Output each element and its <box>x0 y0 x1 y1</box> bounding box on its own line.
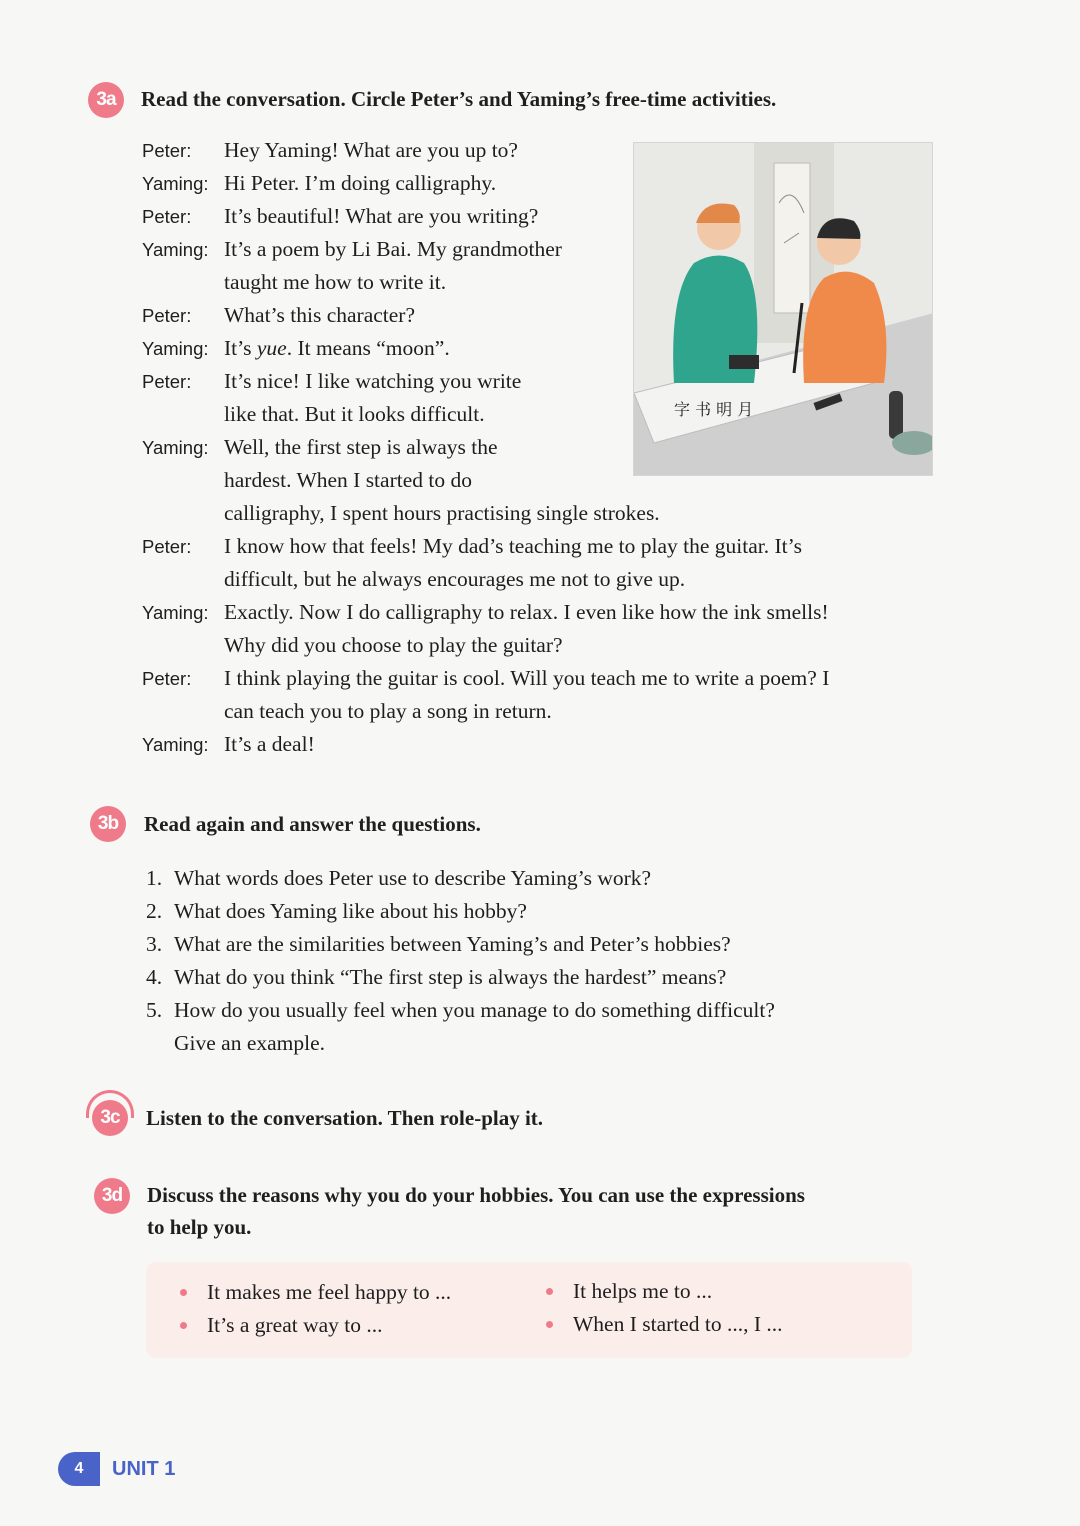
speaker-name: Yaming: <box>142 734 209 755</box>
question-number: 5. <box>146 998 163 1022</box>
speaker-name: Peter: <box>142 206 192 227</box>
question-item <box>146 895 946 928</box>
speaker-name <box>142 464 224 497</box>
question-number: 1. <box>146 866 163 890</box>
dialogue-line <box>142 530 942 563</box>
question-number: 4. <box>146 965 163 989</box>
section-3d-instruction-line2: to help you. <box>147 1215 252 1239</box>
expression-text: It makes me feel happy to ... <box>207 1280 452 1304</box>
headphones-icon <box>86 1090 134 1118</box>
question-item <box>146 961 946 994</box>
speaker-name: Peter: <box>142 305 192 326</box>
question-item <box>146 862 946 895</box>
speech-text: It’s a poem by Li Bai. My grandmother <box>224 237 562 261</box>
question-number: 2. <box>146 899 163 923</box>
speech-text: It’s yue. It means “moon”. <box>224 336 450 360</box>
speech-text: taught me how to write it. <box>224 270 447 294</box>
speech-text: It’s nice! I like watching you write <box>224 369 522 393</box>
section-3d-instruction <box>147 1179 805 1243</box>
speech-text: like that. But it looks difficult. <box>224 402 485 426</box>
bullet-icon <box>180 1289 187 1296</box>
speaker-name <box>142 563 224 596</box>
speech-text: Hi Peter. I’m doing calligraphy. <box>224 171 497 195</box>
unit-label: UNIT 1 <box>112 1458 176 1480</box>
illustration-drawing <box>634 143 933 476</box>
speaker-name <box>142 266 224 299</box>
question-text: Give an example. <box>174 1031 326 1055</box>
question-number: 3. <box>146 932 163 956</box>
italic-word: yue <box>256 336 287 360</box>
speaker-name: Yaming: <box>142 437 209 458</box>
speaker-name: Peter: <box>142 371 192 392</box>
section-3c-instruction: Listen to the conversation. Then role-play it. <box>146 1106 544 1130</box>
speaker-name: Yaming: <box>142 173 209 194</box>
dialogue-line <box>142 596 942 629</box>
expression-item <box>180 1276 451 1309</box>
expression-item <box>180 1309 383 1342</box>
question-number <box>146 1027 174 1060</box>
question-item <box>146 994 946 1027</box>
question-text: How do you usually feel when you manage to do something difficult? <box>174 998 775 1022</box>
question-text: What do you think “The first step is always the hardest” means? <box>174 965 727 989</box>
dialogue-line <box>142 629 942 662</box>
expression-text: When I started to ..., I ... <box>573 1312 783 1336</box>
question-list <box>146 862 946 1060</box>
speech-text: What’s this character? <box>224 303 416 327</box>
speaker-name <box>142 629 224 662</box>
speaker-name <box>142 398 224 431</box>
dialogue-line <box>142 695 942 728</box>
bullet-icon <box>546 1321 553 1328</box>
speech-text: It’s beautiful! What are you writing? <box>224 204 539 228</box>
page-number: 4 <box>58 1452 100 1486</box>
svg-text:字 书 明 月: 字 书 明 月 <box>674 400 754 419</box>
speech-text: difficult, but he always encourages me not to give up. <box>224 567 686 591</box>
speech-text: I know how that feels! My dad’s teaching me to play the guitar. It’s <box>224 534 802 558</box>
speaker-name: Yaming: <box>142 338 209 359</box>
section-3d-instruction-line1: Discuss the reasons why you do your hobbies. You can use the expressions <box>147 1183 805 1207</box>
section-badge-3a: 3a <box>88 82 124 118</box>
speaker-name: Yaming: <box>142 602 209 623</box>
section-3b-instruction: Read again and answer the questions. <box>144 812 481 836</box>
expression-item <box>546 1308 783 1341</box>
question-text: What does Yaming like about his hobby? <box>174 899 527 923</box>
speech-text: Why did you choose to play the guitar? <box>224 633 563 657</box>
speech-text: I think playing the guitar is cool. Will you teach me to write a poem? I <box>224 666 830 690</box>
section-badge-3b: 3b <box>90 806 126 842</box>
bullet-icon <box>546 1288 553 1295</box>
section-badge-3c: 3c <box>92 1100 128 1136</box>
speaker-name <box>142 497 224 530</box>
calligraphy-illustration <box>633 142 933 476</box>
speaker-name: Yaming: <box>142 239 209 260</box>
dialogue-line <box>142 728 942 761</box>
dialogue-line <box>142 497 942 530</box>
speech-text: hardest. When I started to do <box>224 468 472 492</box>
expression-item <box>546 1275 712 1308</box>
speech-text: Hey Yaming! What are you up to? <box>224 138 518 162</box>
speech-text: can teach you to play a song in return. <box>224 699 552 723</box>
section-3a-instruction: Read the conversation. Circle Peter’s and Yaming’s free-time activities. <box>141 87 777 111</box>
speech-text: calligraphy, I spent hours practising single strokes. <box>224 501 660 525</box>
speaker-name: Peter: <box>142 140 192 161</box>
expression-text: It helps me to ... <box>573 1279 713 1303</box>
dialogue-line <box>142 662 942 695</box>
question-item <box>146 928 946 961</box>
question-text: What are the similarities between Yaming’s and Peter’s hobbies? <box>174 932 731 956</box>
expression-text: It’s a great way to ... <box>207 1313 383 1337</box>
question-text: What words does Peter use to describe Yaming’s work? <box>174 866 652 890</box>
speech-text: Well, the first step is always the <box>224 435 498 459</box>
speech-text: Exactly. Now I do calligraphy to relax. I even like how the ink smells! <box>224 600 829 624</box>
question-item <box>146 1027 946 1060</box>
speaker-name: Peter: <box>142 536 192 557</box>
section-badge-3d: 3d <box>94 1178 130 1214</box>
bullet-icon <box>180 1322 187 1329</box>
speaker-name: Peter: <box>142 668 192 689</box>
speech-text: It’s a deal! <box>224 732 315 756</box>
speaker-name <box>142 695 224 728</box>
dialogue-line <box>142 563 942 596</box>
